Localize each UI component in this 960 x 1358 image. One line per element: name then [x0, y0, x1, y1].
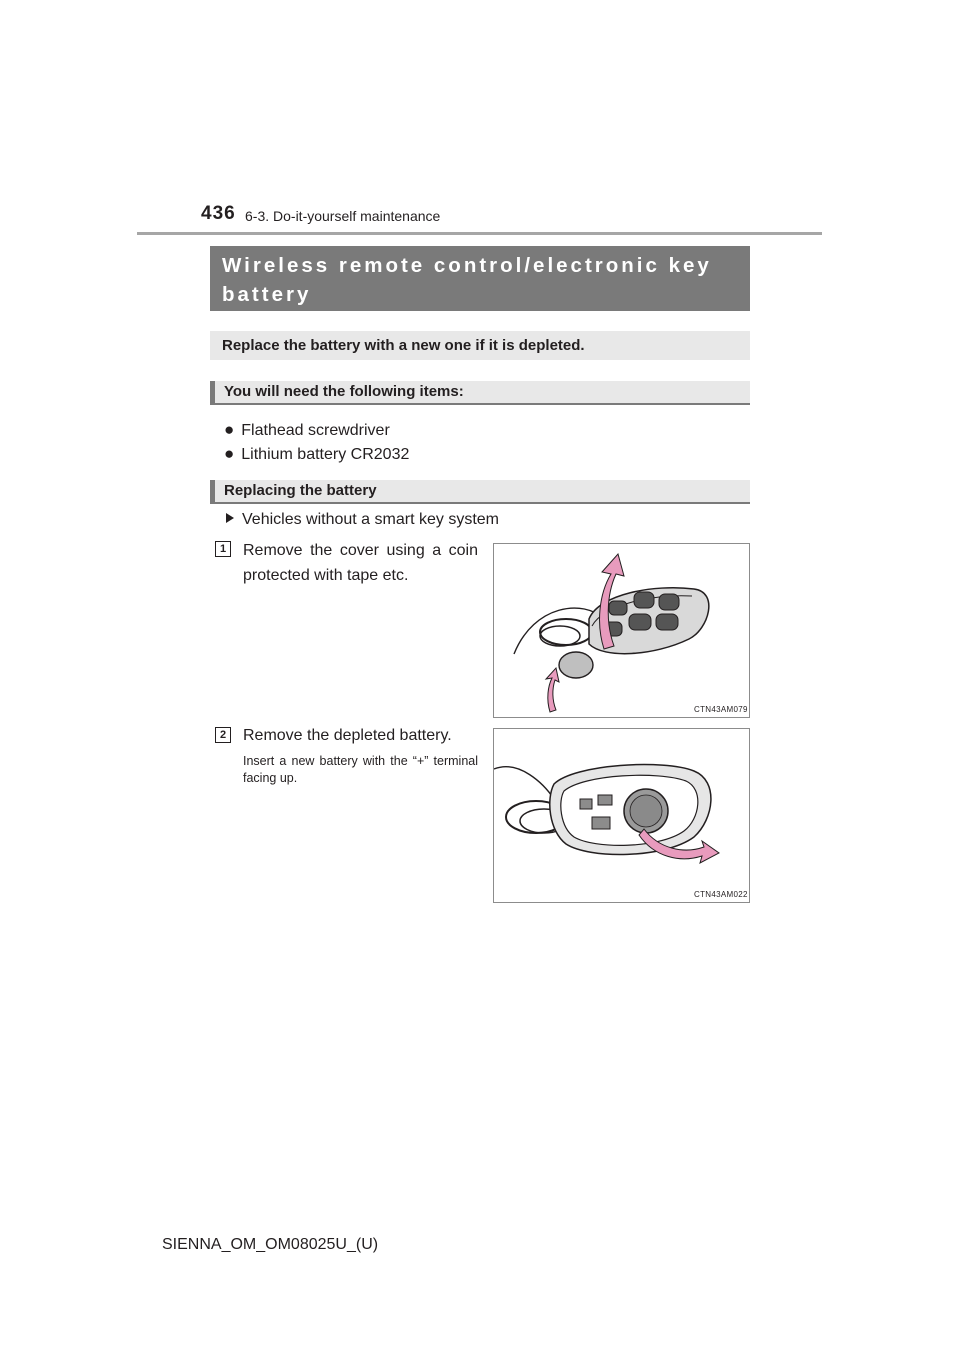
step-note: Insert a new battery with the “+” terminal facing up. [243, 754, 478, 785]
chapter-title: 6-3. Do-it-yourself maintenance [245, 208, 441, 224]
list-item-label: Flathead screwdriver [241, 422, 390, 439]
section-title-line1: Wireless remote control/electronic key [222, 254, 712, 277]
items-heading: You will need the following items: [210, 381, 750, 405]
step-number-badge: 2 [215, 727, 231, 743]
section-title-line2: battery [222, 283, 312, 306]
figure-remove-cover [493, 543, 750, 718]
list-item-label: Lithium battery CR2032 [241, 446, 410, 463]
list-item [224, 420, 390, 440]
figure-remove-battery [493, 728, 750, 903]
figure-code: CTN43AM022 [694, 890, 748, 899]
page-number: 436 [201, 203, 236, 224]
triangle-bullet-icon [226, 513, 234, 523]
list-item [224, 444, 409, 464]
vehicle-type-label: Vehicles without a smart key system [242, 511, 499, 528]
footer-doc-id: SIENNA_OM_OM08025U_(U) [162, 1236, 379, 1253]
header-rule [137, 232, 822, 235]
bullet-icon: ● [224, 420, 235, 439]
replace-heading: Replacing the battery [210, 480, 750, 504]
bullet-icon: ● [224, 444, 235, 463]
intro-text: Replace the battery with a new one if it is depleted. [210, 331, 750, 360]
key-fob-cover-illustration [494, 544, 749, 717]
vehicle-type-line [226, 511, 499, 529]
step-text: Remove the cover using a coin protected with tape etc. [243, 542, 478, 584]
section-title [210, 246, 750, 311]
step-number-badge: 1 [215, 541, 231, 557]
step-text: Remove the depleted battery. [243, 727, 452, 744]
key-fob-battery-illustration [494, 729, 749, 902]
figure-code: CTN43AM079 [694, 705, 748, 714]
